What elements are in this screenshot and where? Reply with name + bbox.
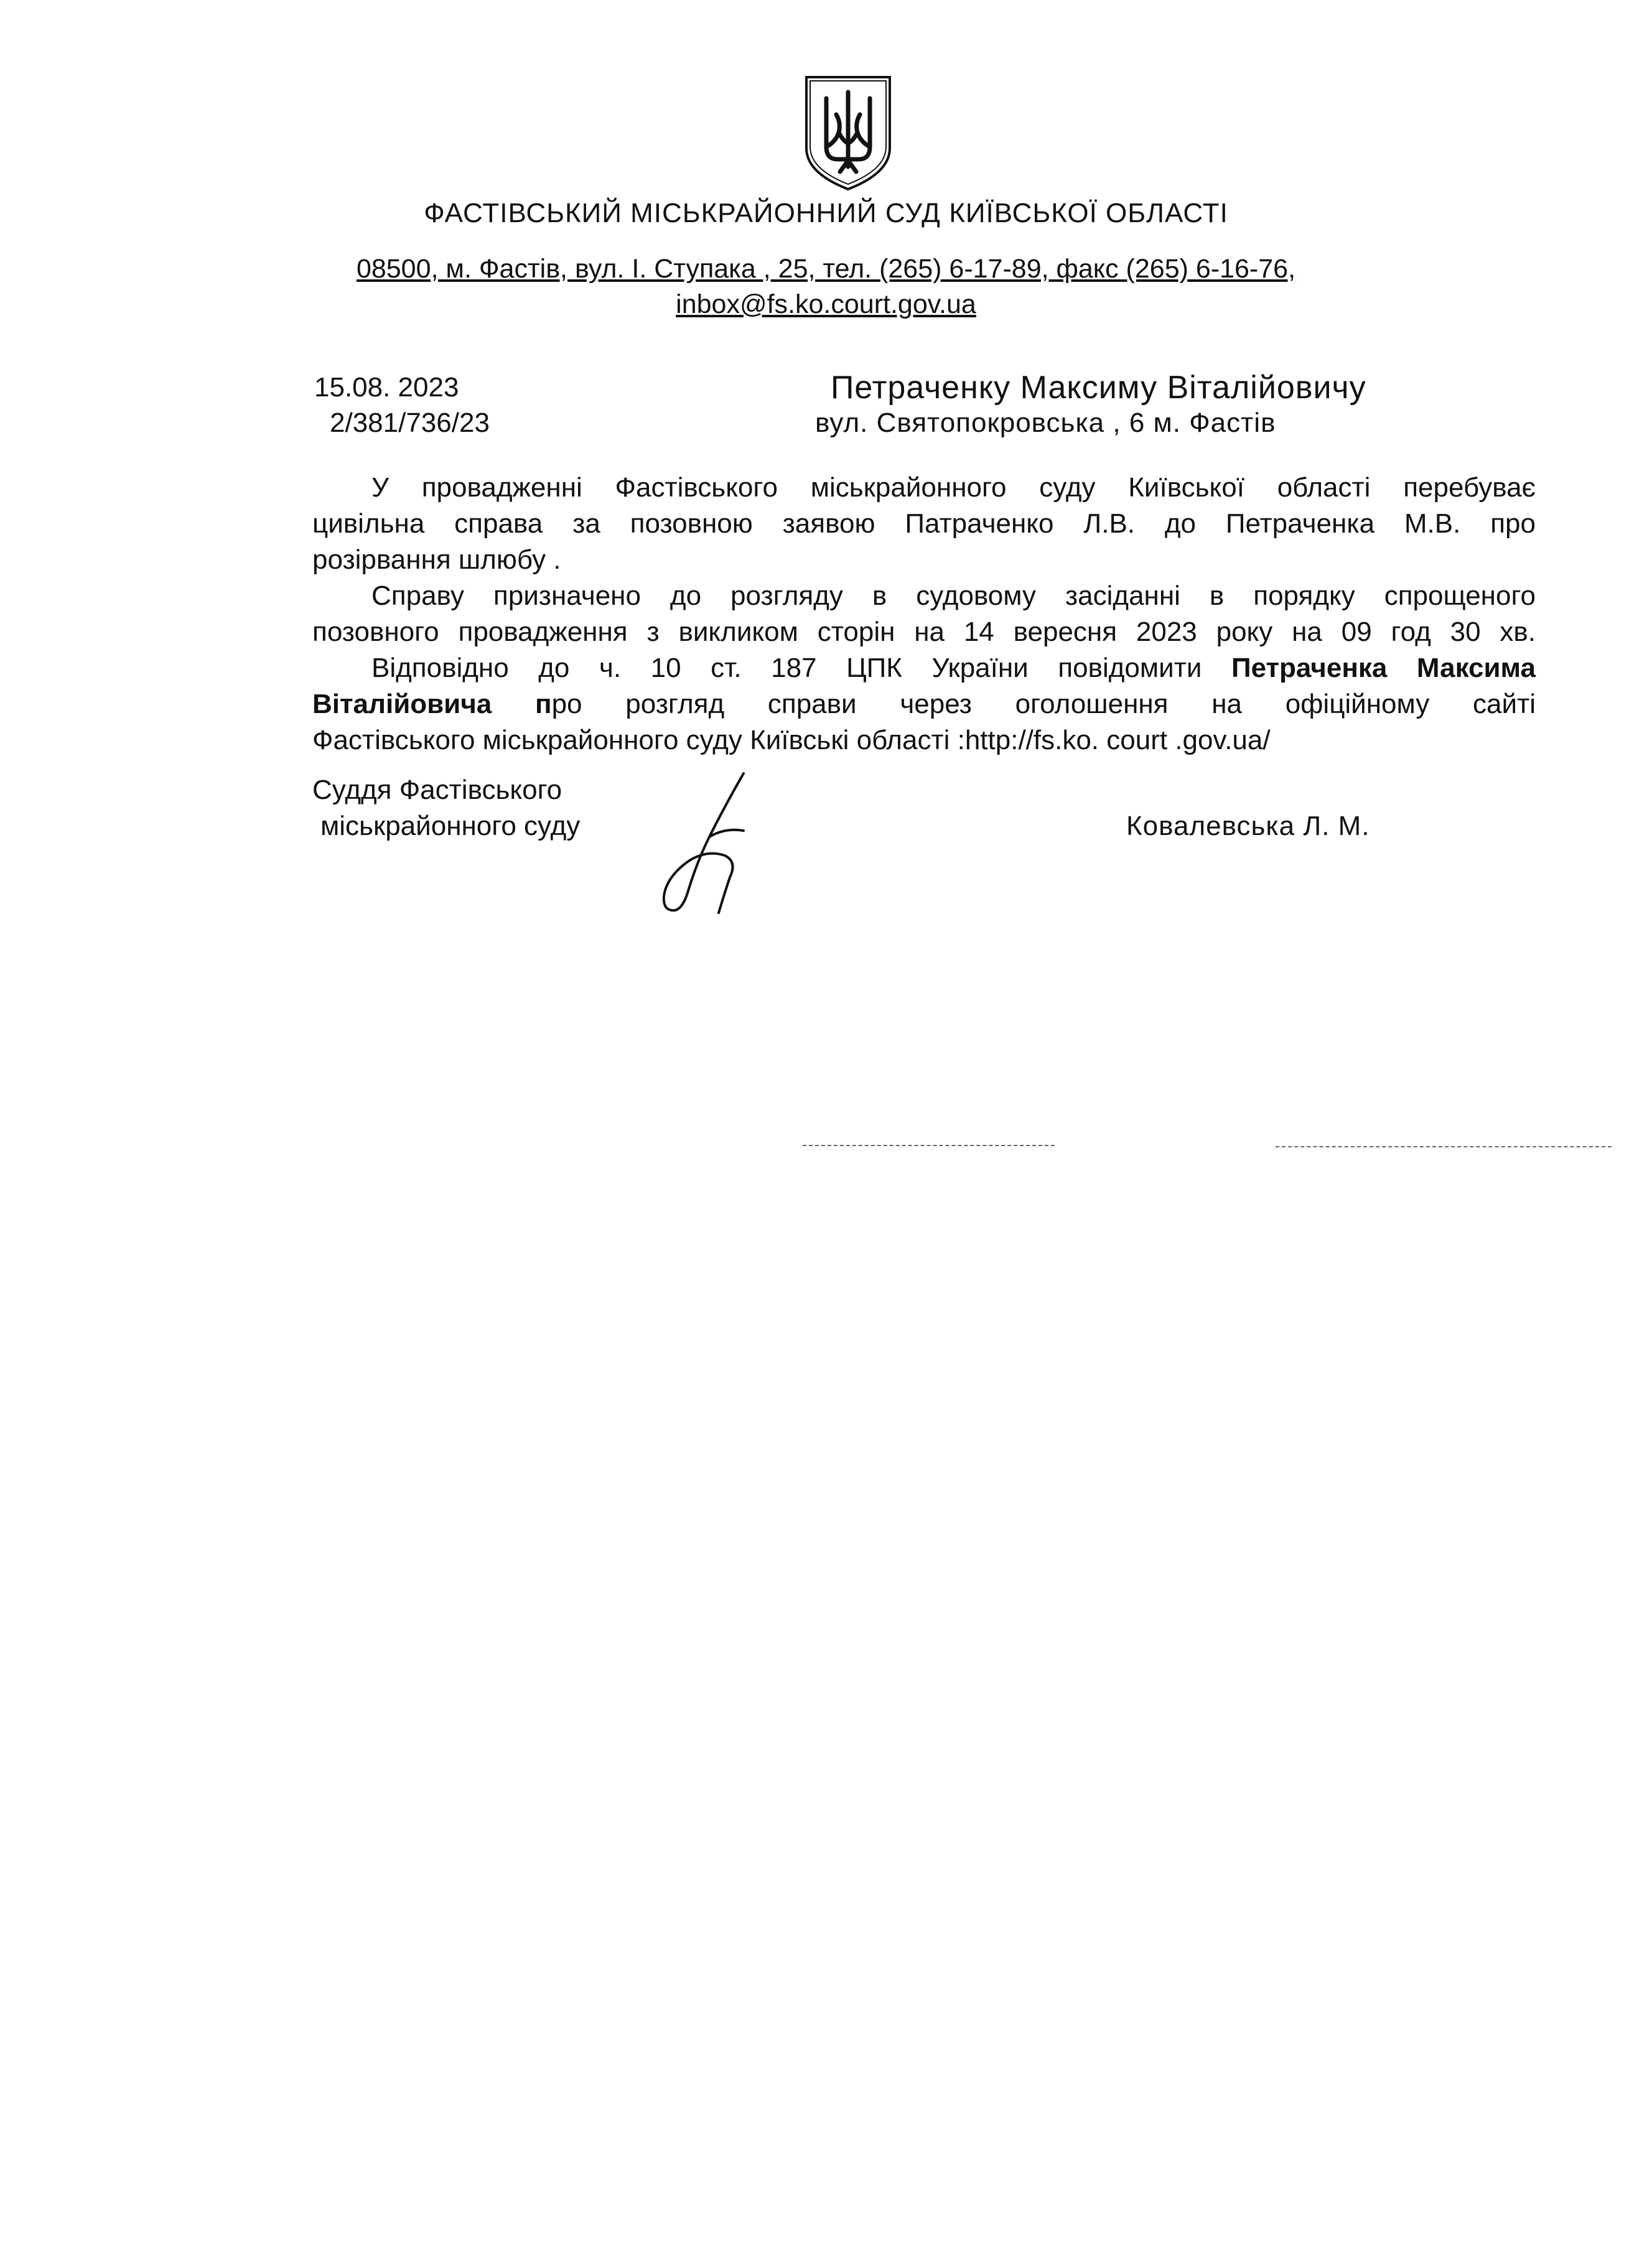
body-text-segment: п — [534, 689, 552, 719]
body-line: розірвання шлюбу . — [312, 544, 561, 575]
defendant-name-bold: Петраченка Максима — [1231, 653, 1536, 683]
coat-of-arms-trident-icon — [801, 73, 895, 192]
letter-date: 15.08. 2023 — [314, 372, 459, 403]
body-line: Справу призначено до розгляду в судовому засіданні в порядку спрощеного — [371, 581, 1536, 611]
body-text-segment: Відповідно до ч. 10 ст. 187 ЦПК України повідомити — [371, 653, 1202, 683]
judge-title: міськрайонного суду — [320, 811, 581, 841]
handwritten-signature — [650, 768, 756, 918]
body-line: Фастівського міськрайонного суду Київські області :http://fs.ko. court .gov.ua/ — [312, 725, 1271, 755]
defendant-patronymic-bold: Віталійовича — [312, 689, 492, 719]
recipient-address: вул. Святопокровська , 6 м. Фастів — [815, 408, 1276, 438]
recipient-name: Петраченку Максиму Віталійовичу — [831, 370, 1366, 406]
case-number: 2/381/736/23 — [330, 408, 490, 438]
body-line — [312, 686, 1536, 722]
body-line — [312, 650, 1536, 686]
judge-name: Ковалевська Л. М. — [1126, 811, 1370, 841]
divider — [1276, 1146, 1612, 1147]
judge-title: Суддя Фастівського — [312, 775, 562, 805]
court-title: ФАСТІВСЬКИЙ МІСЬКРАЙОННИЙ СУД КИЇВСЬКОЇ ОБЛАСТІ — [424, 198, 1228, 228]
body-line: цивільна справа за позовною заявою Патраченко Л.В. до Петраченка М.В. про — [312, 508, 1536, 539]
body-line: У провадженні Фастівського міськрайонного суду Київської області перебуває — [371, 472, 1536, 503]
body-line: позовного провадження з викликом сторін на 14 вересня 2023 року на 09 год 30 хв. — [312, 617, 1536, 647]
divider — [803, 1145, 1055, 1146]
letter-body — [312, 470, 1536, 758]
court-address: 08500, м. Фастів, вул. І. Ступака , 25, тел. (265) 6-17-89, факс (265) 6-16-76, — [356, 254, 1296, 284]
body-text-segment: ро розгляд справи через оголошення на офіційному сайті — [551, 689, 1536, 719]
court-email-link[interactable]: inbox@fs.ko.court.gov.ua — [676, 289, 976, 319]
